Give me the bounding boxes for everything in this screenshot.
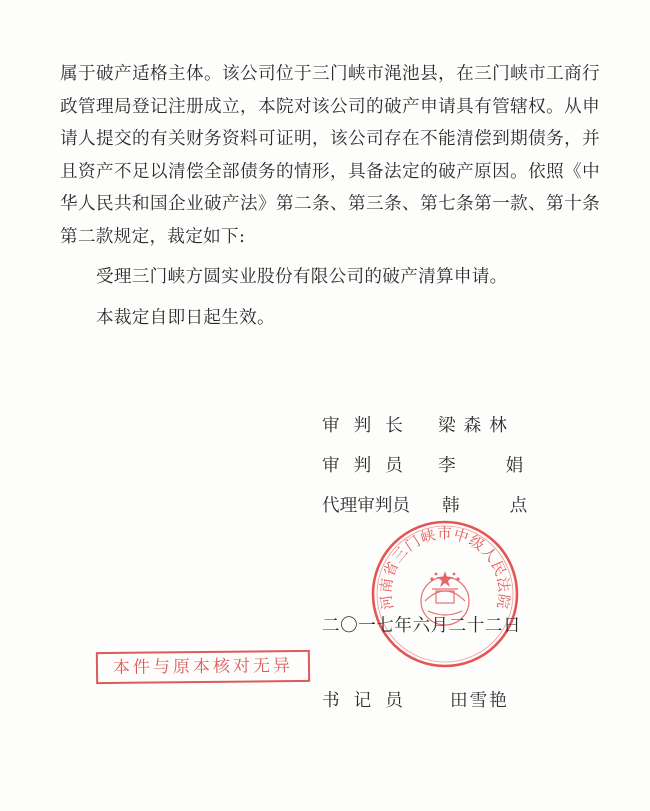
signature-name: 梁森林 — [438, 416, 515, 436]
signature-role: 书记员 — [322, 691, 417, 711]
signature-name: 田雪艳 — [450, 691, 509, 711]
ruling-reasoning-paragraph: 属于破产适格主体。该公司位于三门峡市渑池县，在三门峡市工商行政管理局登记注册成立，本院对该公司的破产申请具有管辖权。从申请人提交的有关财务资料可证明，该公司存在不能清偿到期债务，并且资产不足以清偿全部债务的情形，具备法定的破产原因。依照《中华人民共和国企业破产法》第二条、第三条、第七条第一款、第十条第二款规定，裁定如下: — [60, 64, 600, 247]
ruling-decision: 受理三门峡方圆实业股份有限公司的破产清算申请。 — [96, 267, 508, 287]
court-seal-icon — [370, 519, 520, 669]
svg-text:河南省三门峡市中级人民法院: 河南省三门峡市中级人民法院 — [378, 526, 512, 611]
ruling-date: 二〇一七年六月二十二日 — [322, 616, 522, 636]
signature-role: 代理审判员 — [322, 496, 410, 516]
verification-stamp: 本件与原本核对无异 — [96, 650, 310, 684]
signature-role: 审判长 — [322, 416, 417, 436]
signature-role: 审判员 — [322, 456, 417, 476]
signature-name: 韩点 — [442, 496, 578, 516]
ruling-effect: 本裁定自即日起生效。 — [96, 307, 275, 328]
ruling-body — [60, 58, 600, 334]
signature-name: 李娟 — [438, 456, 574, 476]
